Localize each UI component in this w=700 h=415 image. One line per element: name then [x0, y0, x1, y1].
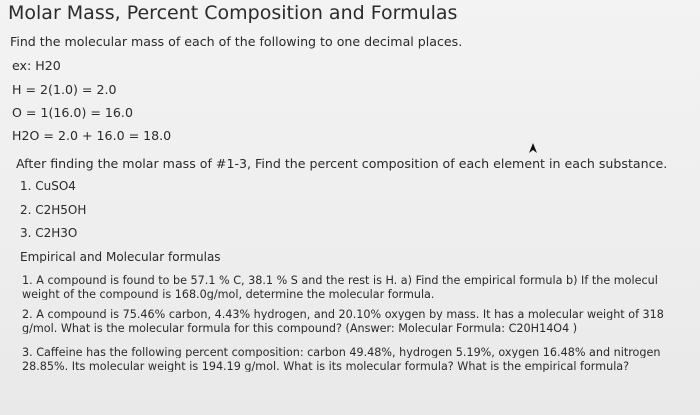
problem-line: 1. A compound is found to be 57.1 % C, 38.1 % S and the rest is H. a) Find the empirical formula b) If the molecul [22, 275, 658, 287]
problem-line: 2. A compound is 75.46% carbon, 4.43% hydrogen, and 20.10% oxygen by mass. It has a molecular weight of 318 [22, 309, 664, 321]
mouse-cursor-icon [528, 142, 538, 154]
problem-line: 28.85%. Its molecular weight is 194.19 g/mol. What is its molecular formula? What is the empirical formula? [22, 361, 630, 373]
section-heading: Empirical and Molecular formulas [20, 251, 221, 263]
substance-item: 3. C2H3O [20, 227, 78, 239]
problem-line: g/mol. What is the molecular formula for this compound? (Answer: Molecular Formula: C20H14O4 ) [22, 323, 578, 335]
problem-line: weight of the compound is 168.0g/mol, determine the molecular formula. [22, 289, 435, 301]
instruction-text: Find the molecular mass of each of the following to one decimal places. [10, 36, 463, 49]
example-line: H = 2(1.0) = 2.0 [12, 84, 117, 97]
problem-line: 3. Caffeine has the following percent composition: carbon 49.48%, hydrogen 5.19%, oxygen 16.48% and nitrogen [22, 347, 661, 359]
percent-instruction: After finding the molar mass of #1-3, Find the percent composition of each element in each substance. [16, 158, 668, 171]
example-label: ex: H20 [12, 60, 61, 73]
substance-item: 1. CuSO4 [20, 180, 76, 192]
page-title: Molar Mass, Percent Composition and Formulas [8, 4, 458, 23]
example-line: O = 1(16.0) = 16.0 [12, 107, 133, 120]
example-line: H2O = 2.0 + 16.0 = 18.0 [12, 130, 172, 143]
substance-item: 2. C2H5OH [20, 204, 87, 216]
